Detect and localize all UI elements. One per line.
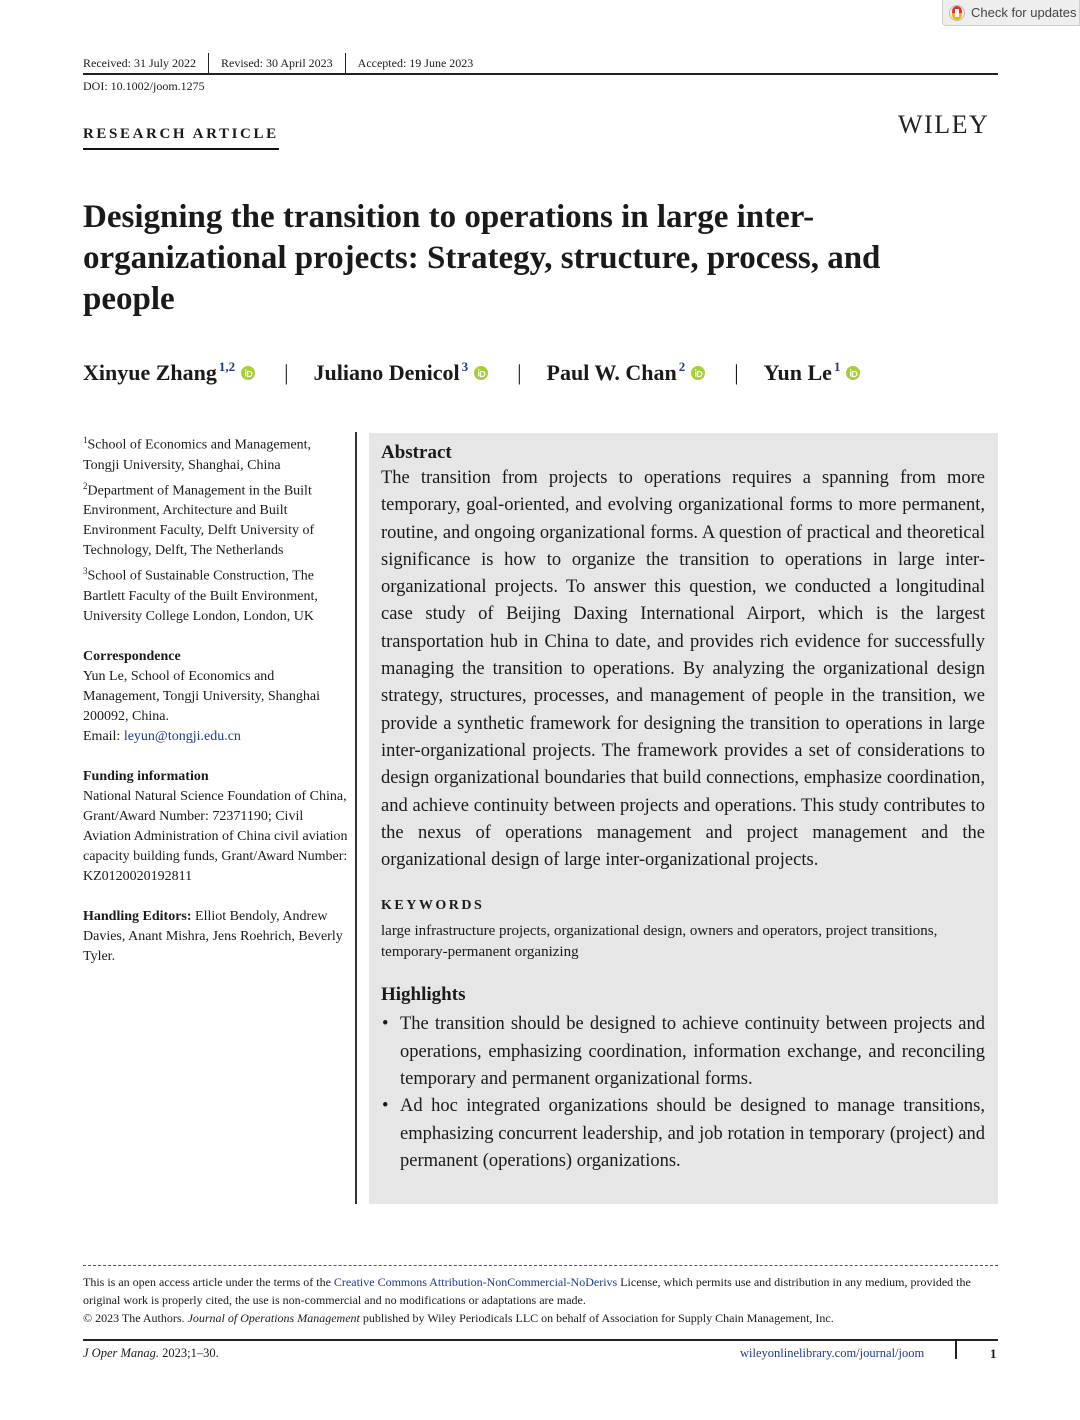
author-separator: | — [734, 360, 739, 385]
publisher-logo: WILEY — [898, 110, 990, 139]
highlight-text: Ad hoc integrated organizations should be designed to manage transitions, emphasizing concurrent leadership, and job rotation in temporary (project) and permanent (operations) organizations. — [400, 1096, 985, 1171]
affiliation-number: 2 — [83, 480, 88, 491]
author-name[interactable]: Xinyue Zhang — [83, 360, 217, 385]
abstract-heading: Abstract — [381, 442, 452, 463]
publication-dates — [83, 53, 998, 73]
citation: 2023;1–30. — [159, 1346, 219, 1360]
journal-site-link[interactable]: wileyonlinelibrary.com/journal/joom — [740, 1346, 925, 1360]
correspondence-email-line — [83, 727, 348, 747]
email-link[interactable]: leyun@tongji.edu.cn — [123, 728, 241, 744]
license-divider — [83, 1265, 998, 1266]
highlights-list — [381, 1011, 985, 1175]
author[interactable] — [314, 360, 489, 386]
author-name[interactable]: Juliano Denicol — [313, 360, 460, 385]
keywords-heading: KEYWORDS — [381, 898, 485, 914]
orcid-icon[interactable] — [846, 366, 860, 380]
handling-editors — [83, 907, 348, 967]
author-list — [83, 358, 860, 388]
affiliation-number: 1 — [83, 435, 88, 445]
author-separator: | — [284, 360, 289, 385]
abstract-panel — [369, 433, 998, 1204]
affiliation-text: School of Sustainable Construction, The Bartlett Faculty of the Built Environment, University College London, London, UK — [83, 568, 318, 624]
orcid-icon[interactable] — [241, 366, 255, 380]
author-separator: | — [517, 360, 522, 385]
correspondence-heading: Correspondence — [83, 648, 181, 664]
keywords-text: large infrastructure projects, organizational design, owners and operators, project transitions, temporary-permanent organizing — [381, 923, 938, 961]
sidebar-info — [83, 430, 348, 967]
correspondence-text: Yun Le, School of Economics and Management, Tongji University, Shanghai 200092, China. — [83, 668, 320, 724]
bullet-icon: • — [382, 1096, 389, 1117]
funding-heading: Funding information — [83, 768, 209, 784]
highlight-item — [381, 1011, 985, 1093]
affiliation-text: School of Economics and Management, Tongji University, Shanghai, China — [83, 437, 312, 473]
affiliation — [83, 476, 348, 562]
author-affiliation-ref[interactable]: 1,2 — [218, 359, 236, 374]
author-affiliation-ref[interactable]: 2 — [678, 359, 686, 374]
copyright-post: published by Wiley Periodicals LLC on behalf of Association for Supply Chain Management, Inc. — [359, 1311, 834, 1325]
received-date: Received: 31 July 2022 — [83, 55, 196, 70]
affiliation-text: Department of Management in the Built Environment, Architecture and Built Environment Faculty, Delft University of Technology, Delft, The Netherlands — [83, 483, 315, 559]
email-label: Email: — [83, 728, 124, 744]
header-rule — [83, 73, 998, 75]
check-for-updates-button[interactable] — [942, 0, 1080, 26]
author-name[interactable]: Paul W. Chan — [546, 360, 677, 385]
orcid-icon[interactable] — [691, 366, 705, 380]
highlight-text: The transition should be designed to achieve continuity between projects and operations, emphasizing coordination, information exchange, and reconciling temporary and permanent organizational forms. — [400, 1014, 985, 1090]
license-link[interactable]: Creative Commons Attribution-NonCommercial-NoDerivs — [333, 1275, 618, 1289]
author[interactable] — [764, 360, 861, 386]
affiliation — [83, 561, 348, 627]
page-number: 1 — [990, 1346, 997, 1361]
date-divider — [345, 53, 346, 73]
bullet-icon: • — [382, 1014, 389, 1035]
copyright-text — [83, 1309, 998, 1327]
editors-heading: Handling Editors: — [83, 908, 192, 924]
paper-title: Designing the transition to operations in large inter-organizational projects: Strategy, structure, process, and people — [83, 199, 881, 317]
footer-rule — [83, 1339, 998, 1341]
affiliation-number: 3 — [83, 566, 88, 577]
affiliation — [83, 430, 348, 476]
date-divider — [208, 53, 209, 73]
journal-name: Journal of Operations Management — [187, 1311, 360, 1325]
editors-text: Elliot Bendoly, Andrew Davies, Anant Mishra, Jens Roehrich, Beverly Tyler. — [83, 908, 343, 964]
copyright-pre: © 2023 The Authors. — [83, 1311, 188, 1325]
column-divider — [355, 432, 357, 1204]
license-notice — [83, 1273, 998, 1327]
license-post: License, which permits use and distribution in any medium, provided the original work is properly cited, the use is non-commercial and no modifications or adaptations are made. — [83, 1275, 971, 1307]
check-for-updates-icon — [949, 5, 965, 21]
orcid-icon[interactable] — [474, 366, 488, 380]
license-pre: This is an open access article under the terms of the — [83, 1275, 334, 1289]
highlight-item — [381, 1093, 985, 1175]
journal-abbrev: J Oper Manag. — [83, 1346, 160, 1360]
funding-text: National Natural Science Foundation of China, Grant/Award Number: 72371190; Civil Aviation Administration of China civil aviation capacity building funds, Grant/Award Number: KZ0120020192811 — [83, 788, 348, 884]
author-name[interactable]: Yun Le — [763, 360, 832, 385]
author-affiliation-ref[interactable]: 1 — [833, 359, 841, 374]
author[interactable] — [547, 360, 706, 386]
article-type: RESEARCH ARTICLE — [83, 126, 279, 150]
license-text — [83, 1273, 998, 1309]
author[interactable] — [83, 360, 255, 386]
doi[interactable]: DOI: 10.1002/joom.1275 — [83, 79, 205, 93]
author-affiliation-ref[interactable]: 3 — [461, 359, 469, 374]
accepted-date: Accepted: 19 June 2023 — [357, 55, 474, 70]
highlights-heading: Highlights — [381, 984, 466, 1006]
journal-citation — [83, 1346, 219, 1361]
revised-date: Revised: 30 April 2023 — [220, 55, 333, 70]
page-divider — [955, 1339, 957, 1359]
abstract-text: The transition from projects to operations requires a spanning from more temporary, goal-oriented, and evolving organizational forms to more permanent, routine, and ongoing organizational forms. A question of practical and theoretical significance is how to organize the transition to operations in large inter-organizational projects. To answer this question, we conducted a longitudinal case study of Beijing Daxing International Airport, which is the largest transportation hub in China to date, and provides rich evidence for successfully managing the transition to operations. By analyzing the organizational design strategy, structures, processes, and management of people in the transition, we provide a synthetic framework for designing the transition to operations in large inter-organizational projects. The framework provides a set of considerations to design organizational boundaries that build connections, emphasize coordination, and achieve continuity between projects and operations. This study contributes to the nexus of operations management and project management and the organizational design of large inter-organizational projects. — [381, 468, 985, 871]
check-for-updates-label: Check for updates — [971, 5, 1077, 20]
